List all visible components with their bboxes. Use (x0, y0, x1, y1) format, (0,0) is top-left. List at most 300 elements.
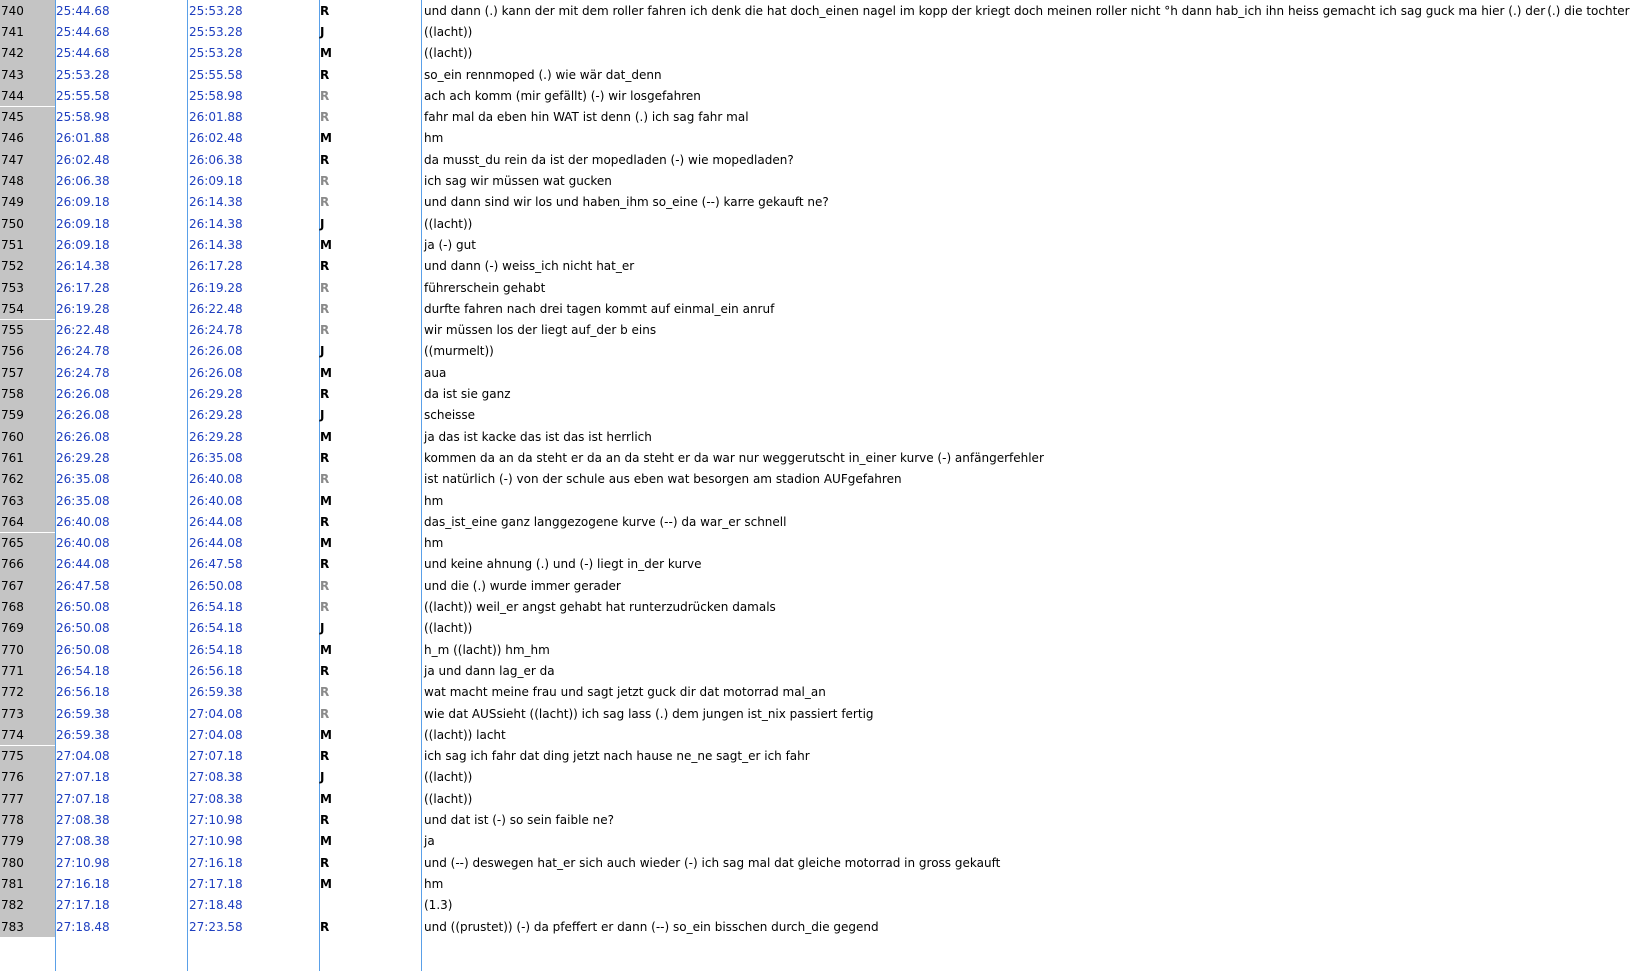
table-row[interactable] (0, 660, 1618, 681)
table-row[interactable] (0, 107, 1618, 128)
end-time-cell[interactable]: 27:04.08 (189, 706, 243, 721)
utterance-text-cell[interactable] (424, 341, 1618, 362)
utterance-text-cell[interactable] (424, 213, 1618, 234)
row-number-cell[interactable]: 772 (0, 682, 55, 703)
speaker-cell[interactable]: M (320, 834, 332, 849)
table-row[interactable] (0, 405, 1618, 426)
utterance-text-cell[interactable] (424, 533, 1618, 554)
table-row[interactable] (0, 554, 1618, 575)
utterance-text: da musst_du rein da ist der mopedladen (-) wie mopedladen? (424, 152, 794, 167)
utterance-text-cell[interactable] (424, 426, 1618, 447)
end-time-cell[interactable]: 26:02.48 (189, 131, 243, 146)
utterance-text: ((murmelt)) (424, 344, 494, 359)
utterance-text: ich sag wir müssen wat gucken (424, 174, 612, 189)
row-number-cell[interactable]: 769 (0, 618, 55, 639)
utterance-text: und (--) deswegen hat_er sich auch wieder (-) ich sag mal dat gleiche motorrad in gross gekauft (424, 855, 1001, 870)
end-time-cell[interactable]: 26:50.08 (189, 578, 243, 593)
utterance-text-cell[interactable] (424, 596, 1618, 617)
utterance-text: ist natürlich (-) von der schule aus eben wat besorgen am stadion AUFgefahren (424, 472, 902, 487)
utterance-text-cell[interactable] (424, 234, 1618, 255)
end-time-cell[interactable]: 26:26.08 (189, 365, 243, 380)
utterance-text: h_m ((lacht)) hm_hm (424, 642, 550, 657)
table-row[interactable] (0, 128, 1618, 149)
table-row[interactable] (0, 64, 1618, 85)
speaker-cell[interactable]: R (320, 749, 330, 764)
utterance-text-cell[interactable] (424, 0, 1630, 21)
start-time-cell[interactable]: 26:19.28 (56, 301, 110, 316)
end-time-cell[interactable]: 26:14.38 (189, 216, 243, 231)
start-time-cell[interactable]: 25:55.58 (56, 88, 110, 103)
end-time-cell[interactable]: 26:29.28 (189, 408, 243, 423)
row-number-cell[interactable]: 753 (0, 277, 55, 298)
utterance-text: das_ist_eine ganz langgezogene kurve (--) da war_er schnell (424, 514, 787, 529)
row-number-cell[interactable]: 779 (0, 831, 55, 852)
row-number-cell[interactable]: 773 (0, 703, 55, 724)
table-row[interactable] (0, 618, 1618, 639)
utterance-text: aua (424, 365, 447, 380)
speaker-cell[interactable]: R (320, 387, 330, 402)
utterance-text-cell[interactable] (424, 767, 1618, 788)
utterance-text: hm (424, 131, 444, 146)
start-time-cell[interactable]: 26:50.08 (56, 600, 110, 615)
table-row[interactable] (0, 767, 1618, 788)
start-time-cell[interactable]: 26:56.18 (56, 685, 110, 700)
table-row[interactable] (0, 788, 1618, 809)
speaker-cell[interactable]: R (320, 706, 330, 721)
row-number-cell[interactable]: 780 (0, 852, 55, 873)
speaker-cell[interactable]: R (320, 919, 330, 934)
row-number-cell[interactable]: 742 (0, 43, 55, 64)
utterance-text-cell[interactable] (424, 298, 1618, 319)
utterance-text: und dann (.) kann der mit dem roller fahren ich denk die hat doch_einen nagel im kopp der kriegt doch meinen roller nicht °h dann hab_ich ihn heiss gemacht ich sag guck ma hier (.) der (424, 3, 1546, 18)
start-time-cell[interactable]: 26:44.08 (56, 557, 110, 572)
start-time-cell[interactable]: 26:29.28 (56, 450, 110, 465)
row-number-cell[interactable]: 745 (0, 107, 55, 128)
row-number-cell[interactable]: 747 (0, 149, 55, 170)
row-number-cell[interactable]: 740 (0, 0, 55, 21)
utterance-text: hm (424, 493, 444, 508)
end-time-cell[interactable]: 26:09.18 (189, 174, 243, 189)
start-time-cell[interactable]: 26:09.18 (56, 237, 110, 252)
end-time-cell[interactable]: 26:17.28 (189, 259, 243, 274)
utterance-text-cell[interactable] (424, 873, 1618, 894)
speaker-cell[interactable]: R (320, 174, 330, 189)
utterance-text-cell[interactable] (424, 383, 1618, 404)
utterance-text: und ((prustet)) (-) da pfeffert er dann (--) so_ein bisschen durch_die gegend (424, 919, 879, 934)
utterance-text: (1.3) (424, 898, 453, 913)
start-time-cell[interactable]: 27:04.08 (56, 749, 110, 764)
utterance-text: ((lacht)) (424, 621, 473, 636)
start-time-cell[interactable]: 26:22.48 (56, 323, 110, 338)
table-row[interactable] (0, 383, 1618, 404)
utterance-text-cell[interactable] (424, 320, 1618, 341)
end-time-cell[interactable]: 26:22.48 (189, 301, 243, 316)
table-row[interactable] (0, 746, 1618, 767)
speaker-cell[interactable]: M (320, 429, 332, 444)
speaker-cell[interactable]: R (320, 195, 330, 210)
table-row[interactable] (0, 170, 1618, 191)
end-time-cell[interactable]: 27:07.18 (189, 749, 243, 764)
start-time-cell[interactable]: 26:06.38 (56, 174, 110, 189)
speaker-cell[interactable]: M (320, 727, 332, 742)
utterance-text-cell[interactable] (424, 192, 1618, 213)
utterance-text: ich sag ich fahr dat ding jetzt nach hause ne_ne sagt_er ich fahr (424, 749, 810, 764)
start-time-cell[interactable]: 25:58.98 (56, 110, 110, 125)
start-time-cell[interactable]: 26:40.08 (56, 514, 110, 529)
utterance-text-cell[interactable] (424, 660, 1618, 681)
row-number-cell[interactable]: 749 (0, 192, 55, 213)
end-time-cell[interactable]: 27:10.98 (189, 813, 243, 828)
table-row[interactable] (0, 724, 1618, 745)
end-time-cell[interactable]: 26:40.08 (189, 472, 243, 487)
utterance-text: ja (424, 834, 435, 849)
row-number-cell[interactable]: 755 (0, 320, 55, 341)
speaker-cell[interactable]: M (320, 46, 332, 61)
utterance-text-cell[interactable] (424, 724, 1618, 745)
start-time-cell[interactable]: 27:08.38 (56, 834, 110, 849)
speaker-cell[interactable]: R (320, 813, 330, 828)
end-time-cell[interactable]: 25:55.58 (189, 67, 243, 82)
row-number-cell[interactable]: 782 (0, 895, 55, 916)
end-time-cell[interactable]: 26:06.38 (189, 152, 243, 167)
start-time-cell[interactable]: 26:17.28 (56, 280, 110, 295)
start-time-cell[interactable]: 25:53.28 (56, 67, 110, 82)
utterance-text-cell[interactable] (424, 447, 1618, 468)
table-row[interactable] (0, 469, 1618, 490)
row-number-cell[interactable]: 750 (0, 213, 55, 234)
utterance-text: ((lacht)) (424, 791, 473, 806)
table-row[interactable] (0, 21, 1618, 42)
row-number-cell[interactable]: 743 (0, 64, 55, 85)
end-time-cell[interactable]: 27:17.18 (189, 876, 243, 891)
table-row[interactable] (0, 447, 1618, 468)
start-time-cell[interactable]: 26:59.38 (56, 706, 110, 721)
start-time-cell[interactable]: 26:50.08 (56, 642, 110, 657)
speaker-cell[interactable] (320, 895, 418, 916)
row-number-cell[interactable]: 744 (0, 85, 55, 106)
end-time-cell[interactable]: 26:24.78 (189, 323, 243, 338)
row-number-cell[interactable]: 778 (0, 809, 55, 830)
table-row[interactable] (0, 85, 1618, 106)
start-time-cell[interactable]: 26:24.78 (56, 365, 110, 380)
utterance-text-cell[interactable] (424, 703, 1618, 724)
end-time-cell[interactable]: 26:35.08 (189, 450, 243, 465)
end-time-cell[interactable]: 26:14.38 (189, 237, 243, 252)
speaker-cell[interactable]: R (320, 110, 330, 125)
row-number-cell[interactable]: 767 (0, 575, 55, 596)
row-number-cell[interactable]: 758 (0, 383, 55, 404)
table-row[interactable] (0, 682, 1618, 703)
utterance-text: so_ein rennmoped (.) wie wär dat_denn (424, 67, 662, 82)
end-time-cell[interactable]: 26:54.18 (189, 600, 243, 615)
row-number-cell[interactable]: 768 (0, 596, 55, 617)
speaker-cell[interactable]: R (320, 557, 330, 572)
utterance-text: ach ach komm (mir gefällt) (-) wir losgefahren (424, 88, 701, 103)
speaker-cell[interactable]: M (320, 131, 332, 146)
speaker-cell[interactable]: R (320, 3, 330, 18)
end-time-cell[interactable]: 26:44.08 (189, 514, 243, 529)
speaker-cell[interactable]: R (320, 88, 330, 103)
start-time-cell[interactable]: 26:09.18 (56, 195, 110, 210)
utterance-text: wir müssen los der liegt auf_der b eins (424, 323, 657, 338)
row-number-cell[interactable]: 777 (0, 788, 55, 809)
start-time-cell[interactable]: 27:07.18 (56, 770, 110, 785)
utterance-text-cell[interactable] (424, 852, 1618, 873)
utterance-text-cell[interactable] (424, 256, 1618, 277)
utterance-text: scheisse (424, 408, 476, 423)
utterance-text: ja das ist kacke das ist das ist herrlich (424, 429, 652, 444)
end-time-cell[interactable]: 26:47.58 (189, 557, 243, 572)
speaker-cell[interactable]: M (320, 876, 332, 891)
table-row[interactable] (0, 320, 1618, 341)
utterance-text-cell[interactable] (424, 490, 1618, 511)
table-row[interactable] (0, 533, 1618, 554)
utterance-text-cell[interactable] (424, 809, 1618, 830)
table-row[interactable] (0, 341, 1618, 362)
speaker-cell[interactable]: R (320, 301, 330, 316)
utterance-text: ((lacht)) weil_er angst gehabt hat runterzudrücken damals (424, 600, 776, 615)
speaker-cell[interactable]: M (320, 536, 332, 551)
start-time-cell[interactable]: 26:26.08 (56, 408, 110, 423)
speaker-cell[interactable]: R (320, 259, 330, 274)
utterance-text-cell[interactable] (424, 554, 1618, 575)
end-time-cell[interactable]: 26:01.88 (189, 110, 243, 125)
utterance-text-cell[interactable] (424, 788, 1618, 809)
speaker-cell[interactable]: R (320, 280, 330, 295)
row-number-cell[interactable]: 774 (0, 724, 55, 745)
table-row[interactable] (0, 43, 1618, 64)
end-time-cell[interactable]: 25:53.28 (189, 24, 243, 39)
start-time-cell[interactable]: 26:01.88 (56, 131, 110, 146)
start-time-cell[interactable]: 26:26.08 (56, 387, 110, 402)
table-row[interactable] (0, 256, 1618, 277)
end-time-cell[interactable]: 26:40.08 (189, 493, 243, 508)
row-number-cell[interactable]: 752 (0, 256, 55, 277)
utterance-text: ((lacht)) (424, 46, 473, 61)
speaker-cell[interactable]: R (320, 663, 330, 678)
start-time-cell[interactable]: 26:47.58 (56, 578, 110, 593)
table-row[interactable] (0, 490, 1618, 511)
row-number-cell[interactable]: 751 (0, 234, 55, 255)
end-time-cell[interactable]: 25:53.28 (189, 3, 243, 18)
start-time-cell[interactable]: 26:50.08 (56, 621, 110, 636)
table-row[interactable] (0, 873, 1618, 894)
utterance-text: kommen da an da steht er da an da steht er da war nur weggerutscht in_einer kurve (-) anfängerfehler (424, 450, 1044, 465)
speaker-cell[interactable]: R (320, 514, 330, 529)
row-number-cell[interactable]: 748 (0, 170, 55, 191)
end-time-cell[interactable]: 26:29.28 (189, 429, 243, 444)
row-number-cell[interactable]: 761 (0, 447, 55, 468)
row-number-cell[interactable]: 775 (0, 746, 55, 767)
table-row[interactable] (0, 575, 1618, 596)
table-row[interactable] (0, 298, 1618, 319)
speaker-cell[interactable]: M (320, 365, 332, 380)
utterance-text-cell[interactable] (424, 128, 1618, 149)
utterance-text-cell[interactable] (424, 149, 1618, 170)
utterance-text-cell[interactable] (424, 85, 1618, 106)
row-number-cell[interactable]: 756 (0, 341, 55, 362)
utterance-text: und keine ahnung (.) und (-) liegt in_der kurve (424, 557, 702, 572)
speaker-cell[interactable]: J (320, 770, 325, 785)
end-time-cell[interactable]: 27:16.18 (189, 855, 243, 870)
end-time-cell[interactable]: 26:14.38 (189, 195, 243, 210)
row-number-cell[interactable]: 741 (0, 21, 55, 42)
end-time-cell[interactable]: 27:04.08 (189, 727, 243, 742)
start-time-cell[interactable]: 27:16.18 (56, 876, 110, 891)
table-row[interactable] (0, 149, 1618, 170)
utterance-text-cell[interactable] (424, 682, 1618, 703)
end-time-cell[interactable]: 27:18.48 (189, 898, 243, 913)
start-time-cell[interactable]: 26:59.38 (56, 727, 110, 742)
utterance-text-cell[interactable] (424, 170, 1618, 191)
utterance-text-cell[interactable] (424, 916, 1618, 937)
row-number-cell[interactable]: 783 (0, 916, 55, 937)
speaker-cell[interactable]: R (320, 685, 330, 700)
utterance-text-cell[interactable] (424, 511, 1618, 532)
speaker-cell[interactable]: J (320, 216, 325, 231)
start-time-cell[interactable]: 27:18.48 (56, 919, 110, 934)
utterance-text-cell[interactable] (424, 575, 1618, 596)
table-row[interactable] (0, 192, 1618, 213)
start-time-cell[interactable]: 27:10.98 (56, 855, 110, 870)
utterance-text: wat macht meine frau und sagt jetzt guck dir dat motorrad mal_an (424, 685, 826, 700)
start-time-cell[interactable]: 25:44.68 (56, 46, 110, 61)
table-row[interactable] (0, 511, 1618, 532)
row-number-cell[interactable]: 746 (0, 128, 55, 149)
start-time-cell[interactable]: 27:07.18 (56, 791, 110, 806)
end-time-cell[interactable]: 26:26.08 (189, 344, 243, 359)
speaker-cell[interactable]: R (320, 67, 330, 82)
utterance-text: ((lacht)) (424, 216, 473, 231)
table-row[interactable] (0, 703, 1618, 724)
utterance-text: durfte fahren nach drei tagen kommt auf einmal_ein anruf (424, 301, 775, 316)
start-time-cell[interactable]: 26:02.48 (56, 152, 110, 167)
utterance-text-cell[interactable] (424, 405, 1618, 426)
table-row[interactable] (0, 852, 1618, 873)
end-time-cell[interactable]: 26:56.18 (189, 663, 243, 678)
speaker-cell[interactable]: R (320, 323, 330, 338)
start-time-cell[interactable]: 26:26.08 (56, 429, 110, 444)
utterance-text-cell[interactable] (424, 831, 1618, 852)
utterance-text: ((lacht)) (424, 770, 473, 785)
row-number-cell[interactable]: 766 (0, 554, 55, 575)
utterance-text: ((lacht)) lacht (424, 727, 506, 742)
speaker-cell[interactable]: J (320, 344, 325, 359)
end-time-cell[interactable]: 26:54.18 (189, 621, 243, 636)
row-number-cell[interactable]: 781 (0, 873, 55, 894)
start-time-cell[interactable]: 26:09.18 (56, 216, 110, 231)
start-time-cell[interactable]: 26:35.08 (56, 472, 110, 487)
speaker-cell[interactable]: M (320, 237, 332, 252)
row-number-cell[interactable]: 776 (0, 767, 55, 788)
speaker-cell[interactable]: M (320, 493, 332, 508)
table-row[interactable] (0, 639, 1618, 660)
utterance-text-cell[interactable] (424, 895, 1618, 916)
start-time-cell[interactable]: 26:40.08 (56, 536, 110, 551)
start-time-cell[interactable]: 27:17.18 (56, 898, 110, 913)
start-time-cell[interactable]: 26:24.78 (56, 344, 110, 359)
row-number-cell[interactable]: 763 (0, 490, 55, 511)
start-time-cell[interactable]: 25:44.68 (56, 3, 110, 18)
table-row[interactable] (0, 831, 1618, 852)
utterance-text-cell[interactable] (424, 21, 1618, 42)
end-time-cell[interactable]: 26:19.28 (189, 280, 243, 295)
utterance-text: und dann sind wir los und haben_ihm so_eine (--) karre gekauft ne? (424, 195, 829, 210)
row-number-cell[interactable]: 759 (0, 405, 55, 426)
utterance-text: ((lacht)) (424, 24, 473, 39)
start-time-cell[interactable]: 26:54.18 (56, 663, 110, 678)
start-time-cell[interactable]: 25:44.68 (56, 24, 110, 39)
row-number-cell[interactable]: 757 (0, 362, 55, 383)
end-time-cell[interactable]: 26:29.28 (189, 387, 243, 402)
speaker-cell[interactable]: R (320, 450, 330, 465)
start-time-cell[interactable]: 26:14.38 (56, 259, 110, 274)
utterance-text: führerschein gehabt (424, 280, 546, 295)
speaker-cell[interactable]: J (320, 621, 325, 636)
end-time-cell[interactable]: 27:10.98 (189, 834, 243, 849)
row-number-cell[interactable]: 771 (0, 660, 55, 681)
table-row[interactable] (0, 234, 1618, 255)
utterance-text-cell[interactable] (424, 107, 1618, 128)
speaker-cell[interactable]: R (320, 472, 330, 487)
row-number-cell[interactable]: 760 (0, 426, 55, 447)
row-number-cell[interactable]: 770 (0, 639, 55, 660)
speaker-cell[interactable]: M (320, 791, 332, 806)
speaker-cell[interactable]: R (320, 152, 330, 167)
table-row[interactable] (0, 916, 1618, 937)
end-time-cell[interactable]: 26:59.38 (189, 685, 243, 700)
start-time-cell[interactable]: 26:35.08 (56, 493, 110, 508)
row-number-cell[interactable]: 762 (0, 469, 55, 490)
utterance-text-cell[interactable] (424, 618, 1618, 639)
table-row[interactable] (0, 213, 1618, 234)
end-time-cell[interactable]: 27:08.38 (189, 770, 243, 785)
speaker-cell[interactable]: R (320, 855, 330, 870)
end-time-cell[interactable]: 25:58.98 (189, 88, 243, 103)
table-row[interactable] (0, 426, 1618, 447)
start-time-cell[interactable]: 27:08.38 (56, 813, 110, 828)
utterance-text-cell[interactable] (424, 277, 1618, 298)
speaker-cell[interactable]: R (320, 600, 330, 615)
end-time-cell[interactable]: 26:44.08 (189, 536, 243, 551)
row-number-cell[interactable]: 754 (0, 298, 55, 319)
end-time-cell[interactable]: 27:23.58 (189, 919, 243, 934)
end-time-cell[interactable]: 25:53.28 (189, 46, 243, 61)
utterance-text-cell[interactable] (424, 746, 1618, 767)
end-time-cell[interactable]: 27:08.38 (189, 791, 243, 806)
table-row[interactable] (0, 277, 1618, 298)
utterance-text: hm (424, 536, 444, 551)
speaker-cell[interactable]: J (320, 24, 325, 39)
end-time-cell[interactable]: 26:54.18 (189, 642, 243, 657)
utterance-text-cell[interactable] (424, 64, 1618, 85)
table-row[interactable] (0, 596, 1618, 617)
speaker-cell[interactable]: R (320, 578, 330, 593)
utterance-text-cell[interactable] (424, 362, 1618, 383)
table-row[interactable] (0, 0, 1630, 21)
utterance-text-cell[interactable] (424, 43, 1618, 64)
table-row[interactable] (0, 809, 1618, 830)
speaker-cell[interactable]: J (320, 408, 325, 423)
table-row[interactable] (0, 895, 1618, 916)
row-number-cell[interactable]: 765 (0, 533, 55, 554)
speaker-cell[interactable]: M (320, 642, 332, 657)
table-row[interactable] (0, 362, 1618, 383)
row-number-cell[interactable]: 764 (0, 511, 55, 532)
utterance-text: hm (424, 876, 444, 891)
utterance-text-cell[interactable] (424, 469, 1618, 490)
utterance-text-cell[interactable] (424, 639, 1618, 660)
